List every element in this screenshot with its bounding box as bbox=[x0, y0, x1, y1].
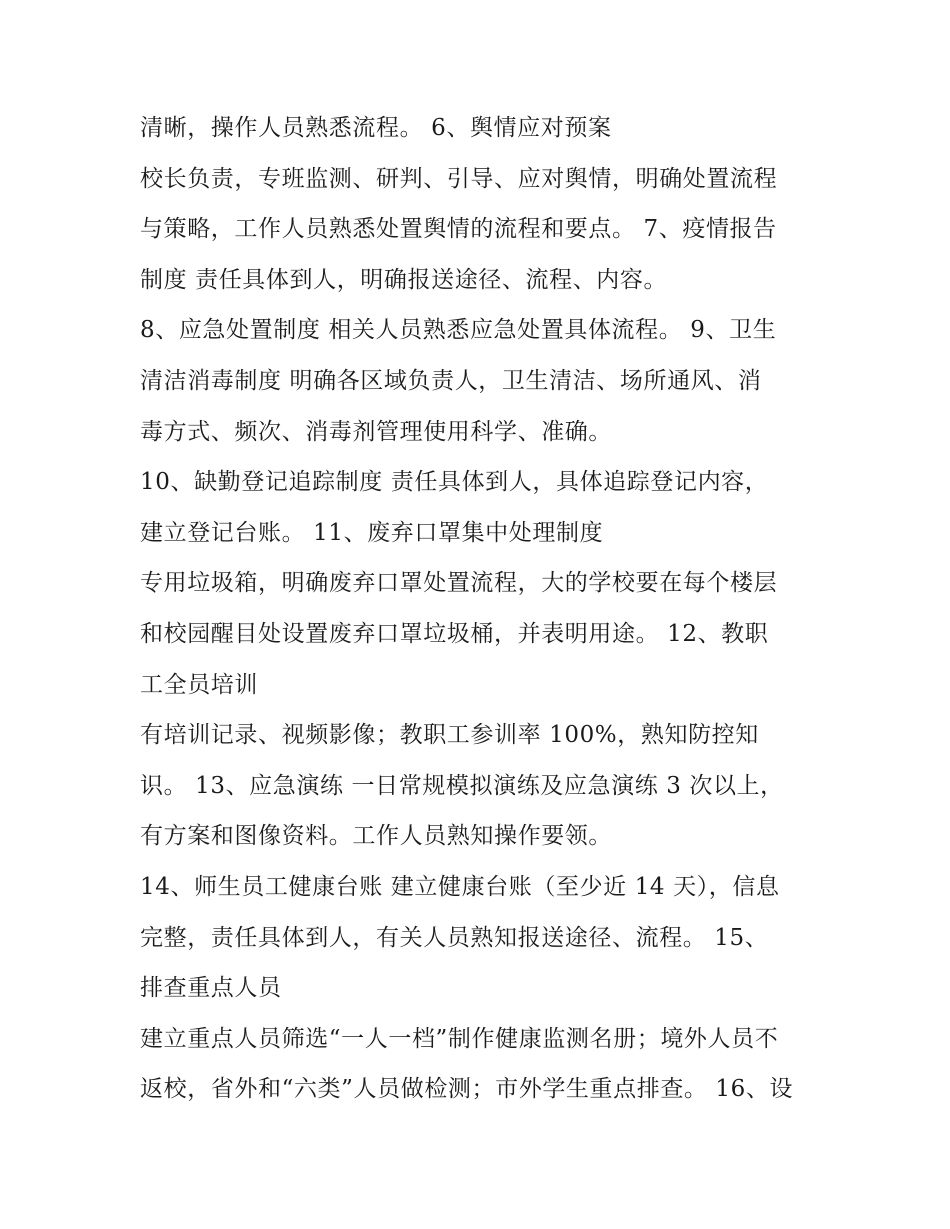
text-line: 10、缺勤登记追踪制度 责任具体到人，具体追踪登记内容， bbox=[140, 469, 769, 496]
text-line: 建立登记台账。 11、废弃口罩集中处理制度 bbox=[140, 519, 604, 546]
text-line: 清晰，操作人员熟悉流程。 6、舆情应对预案 bbox=[140, 115, 612, 141]
text-line: 建立重点人员筛选“一人一档”制作健康监测名册；境外人员不 bbox=[140, 1025, 779, 1052]
text-line: 与策略，工作人员熟悉处置舆情的流程和要点。 7、疫情报告 bbox=[140, 216, 777, 243]
text-line: 8、应急处置制度 相关人员熟悉应急处置具体流程。 9、卫生 bbox=[140, 317, 777, 344]
text-line: 返校，省外和“六类”人员做检测；市外学生重点排查。 16、设 bbox=[140, 1076, 794, 1103]
text-line: 14、师生员工健康台账 建立健康台账（至少近 14 天），信息 bbox=[140, 873, 780, 900]
document-body bbox=[140, 110, 840, 1122]
text-line: 完整，责任具体到人，有关人员熟知报送途径、流程。 15、 bbox=[140, 924, 769, 951]
text-line: 校长负责，专班监测、研判、引导、应对舆情，明确处置流程 bbox=[140, 165, 778, 192]
text-line: 排查重点人员 bbox=[140, 975, 282, 1002]
text-line: 有培训记录、视频影像；教职工参训率 100%，熟知防控知 bbox=[140, 722, 759, 749]
text-line: 识。 13、应急演练 一日常规模拟演练及应急演练 3 次以上， bbox=[140, 772, 784, 799]
text-line: 和校园醒目处设置废弃口罩垃圾桶，并表明用途。 12、教职 bbox=[140, 620, 769, 647]
text-line: 清洁消毒制度 明确各区域负责人，卫生清洁、场所通风、消 bbox=[140, 367, 762, 394]
text-line: 工全员培训 bbox=[140, 671, 258, 698]
text-line: 毒方式、频次、消毒剂管理使用科学、准确。 bbox=[140, 418, 612, 445]
text-line: 有方案和图像资料。工作人员熟知操作要领。 bbox=[140, 823, 612, 850]
text-line: 专用垃圾箱，明确废弃口罩处置流程，大的学校要在每个楼层 bbox=[140, 570, 778, 597]
text-line: 制度 责任具体到人，明确报送途径、流程、内容。 bbox=[140, 266, 668, 293]
